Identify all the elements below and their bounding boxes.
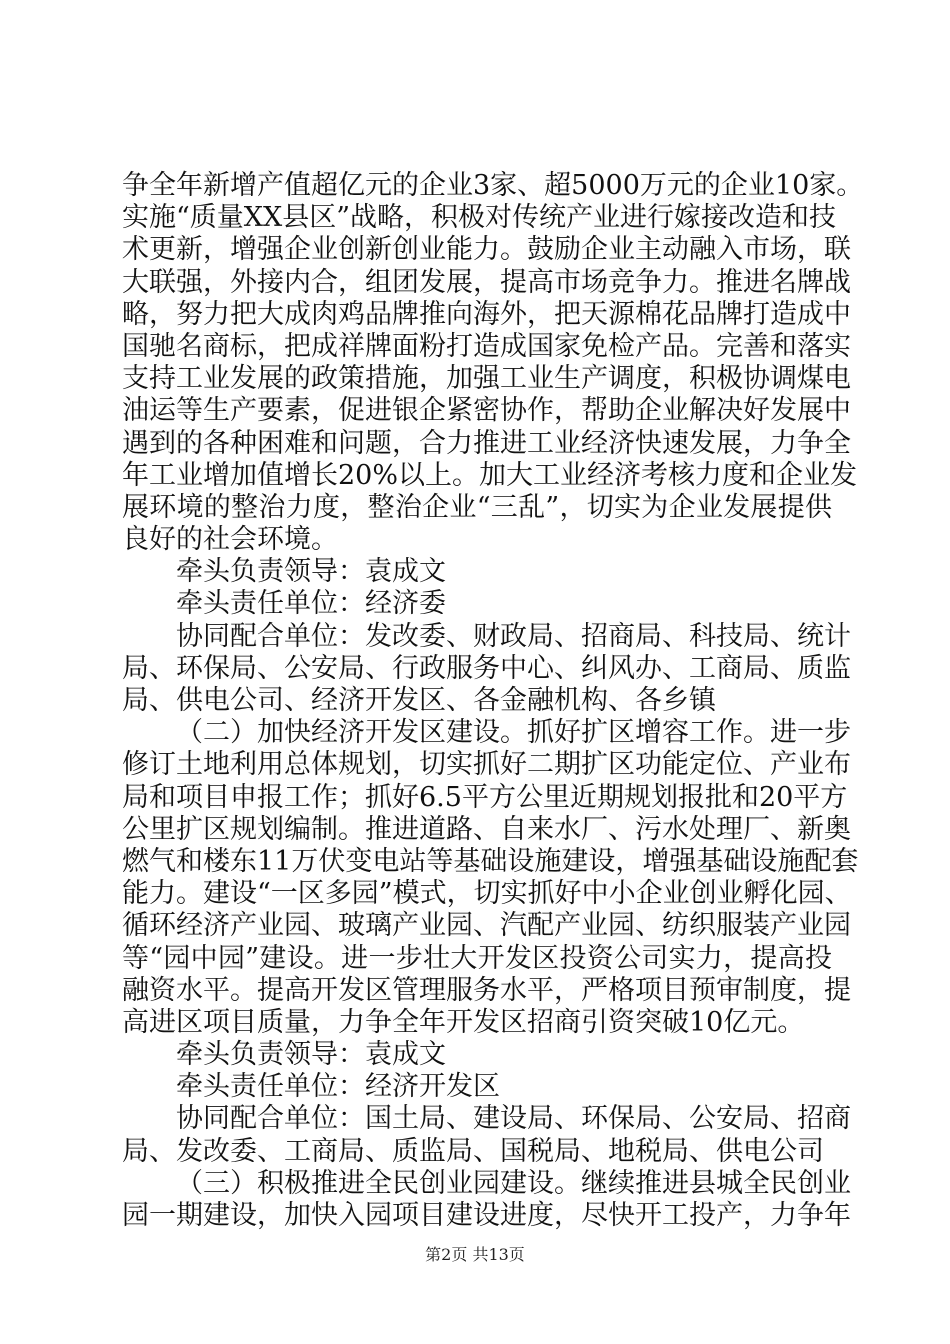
text-line: 局和项目申报工作；抓好6.5平方公里近期规划报批和20平方 — [122, 781, 848, 813]
text-line: 术更新，增强企业创新创业能力。鼓励企业主动融入市场，联 — [122, 234, 851, 266]
text-line: 支持工业发展的政策措施，加强工业生产调度，积极协调煤电 — [122, 363, 851, 395]
text-line: 展环境的整治力度，整治企业“三乱”，切实为企业发展提供 — [122, 491, 832, 523]
text-line: 燃气和楼东11万伏变电站等基础设施建设，增强基础设施配套 — [122, 845, 859, 877]
text-line: 略，努力把大成肉鸡品牌推向海外，把天源棉花品牌打造成中 — [122, 298, 851, 330]
text-line: 争全年新增产值超亿元的企业3家、超5000万元的企业10家。 — [122, 170, 864, 201]
text-line: 牵头负责领导：袁成文 — [176, 556, 446, 588]
text-line: 局、发改委、工商局、质监局、国税局、地税局、供电公司 — [122, 1135, 824, 1167]
text-line: 高进区项目质量，力争全年开发区招商引资突破10亿元。 — [122, 1006, 805, 1038]
text-line: 协同配合单位：国土局、建设局、环保局、公安局、招商 — [176, 1103, 851, 1135]
text-line: 遇到的各种困难和问题，合力推进工业经济快速发展，力争全 — [122, 427, 851, 459]
text-line: 牵头责任单位：经济委 — [176, 588, 446, 620]
text-line: 协同配合单位：发改委、财政局、招商局、科技局、统计 — [176, 620, 851, 652]
text-line: 等“园中园”建设。进一步壮大开发区投资公司实力，提高投 — [122, 942, 832, 974]
text-line: （三）积极推进全民创业园建设。继续推进县城全民创业 — [176, 1167, 851, 1199]
text-line: 能力。建设“一区多园”模式，切实抓好中小企业创业孵化园、 — [122, 878, 852, 910]
text-line: 融资水平。提高开发区管理服务水平，严格项目预审制度，提 — [122, 974, 851, 1006]
text-line: 牵头责任单位：经济开发区 — [176, 1071, 500, 1103]
text-line: 油运等生产要素，促进银企紧密协作，帮助企业解决好发展中 — [122, 395, 851, 427]
text-line: 循环经济产业园、玻璃产业园、汽配产业园、纺织服装产业园 — [122, 910, 851, 942]
text-line: （二）加快经济开发区建设。抓好扩区增容工作。进一步 — [176, 717, 851, 749]
text-line: 局、供电公司、经济开发区、各金融机构、各乡镇 — [122, 685, 716, 716]
text-line: 局、环保局、公安局、行政服务中心、纠风办、工商局、质监 — [122, 652, 851, 684]
text-line: 实施“质量XX县区”战略，积极对传统产业进行嫁接改造和技 — [122, 202, 837, 234]
text-line: 修订土地利用总体规划，切实抓好二期扩区功能定位、产业布 — [122, 749, 851, 781]
document-body — [122, 170, 864, 1232]
text-line: 大联强，外接内合，组团发展，提高市场竞争力。推进名牌战 — [122, 266, 851, 298]
text-line: 牵头负责领导：袁成文 — [176, 1039, 446, 1071]
text-line: 年工业增加值增长20%以上。加大工业经济考核力度和企业发 — [122, 459, 858, 491]
page-footer: 第2页 共13页 — [425, 1245, 525, 1264]
text-line: 良好的社会环境。 — [122, 524, 338, 556]
text-line: 园一期建设，加快入园项目建设进度，尽快开工投产，力争年 — [122, 1200, 851, 1231]
text-line: 公里扩区规划编制。推进道路、自来水厂、污水处理厂、新奥 — [122, 813, 851, 845]
text-line: 国驰名商标，把成祥牌面粉打造成国家免检产品。完善和落实 — [122, 330, 851, 362]
